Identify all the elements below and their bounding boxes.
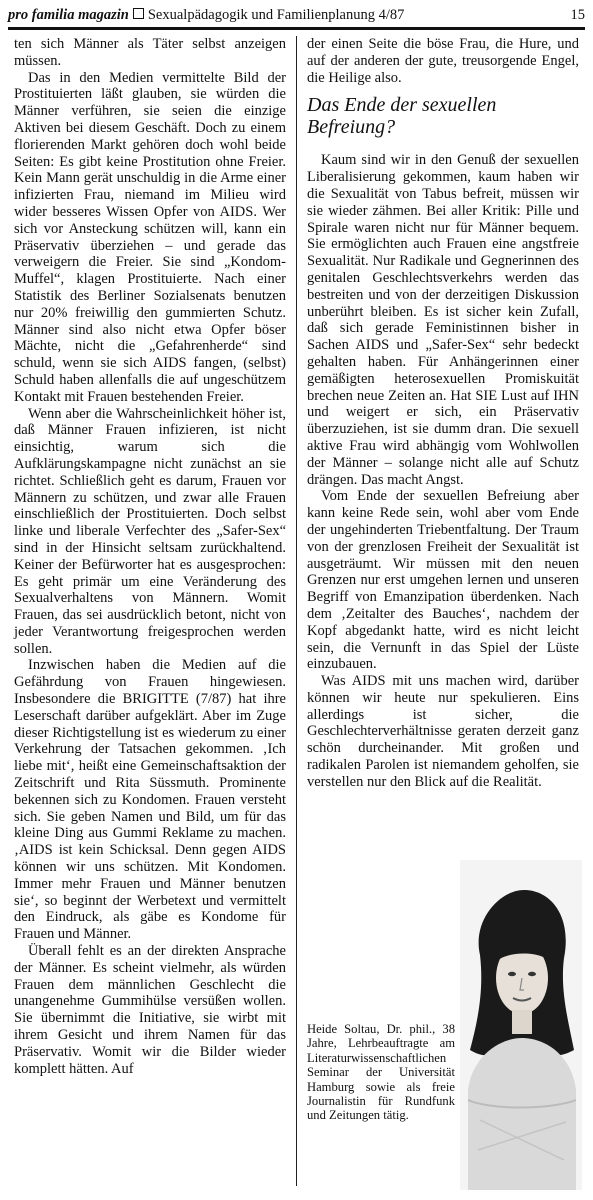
header-left	[8, 6, 404, 24]
column-divider	[296, 36, 297, 1186]
section-heading: Das Ende der sexuellen Befreiung?	[307, 94, 497, 139]
page-number: 15	[570, 7, 585, 23]
header-section: Sexualpädagogik und Familienplanung 4/87	[147, 7, 405, 23]
paragraph: Was AIDS mit uns machen wird, darüber können wir heute nur spekulieren. Eins allerdings ist sicher, die Geschlechterverhältnisse geraten derzeit ganz schön durcheinander. Mit großen und radikalen Parolen ist niemandem geholfen, sie verstellen nur den Blick auf die Realität.	[307, 673, 579, 790]
paragraph: Wenn aber die Wahrscheinlichkeit höher ist, daß Männer Frauen infizieren, ist nicht einsichtig, warum sich die Aufklärungskampagne nicht zunächst an sie richtet. Schließlich geht es darum, Frauen vor Männern zu schützen, und zwar alle Frauen einschließlich der Prostituierten. Doch selbst linke und liberale Verfechter des „Safer-Sex“ sind in der Hinsicht seltsam zurückhaltend. Keiner der Befürworter hat es ausgesprochen: Es geht primär um eine Veränderung des Sexualverhaltens von Männern. Womit Frauen, das sei ausdrücklich betont, nicht von jeder Verantwortung freigesprochen werden sollen.	[14, 405, 286, 657]
paragraph: Überall fehlt es an der direkten Ansprache der Männer. Es scheint vielmehr, als würden Frauen dem männlichen Geschlecht die unangenehme Gummihülse versüßen wollen. Sie übernimmt die Initiative, sie wirbt mit ihrem Gesicht und ihrem Namen für das Präservativ. Womit wir die Bilder wieder komplett hätten. Auf	[14, 943, 286, 1077]
author-photo	[460, 860, 582, 1190]
left-column	[14, 36, 286, 1077]
paragraph: Inzwischen haben die Medien auf die Gefährdung von Frauen hingewiesen. Insbesondere die BRIGITTE (7/87) hat ihre Leserschaft darüber aufgeklärt. Aber im Zuge dieser Richtigstellung ist es wiederum zu einer Verkehrung der Tatsachen gekommen. ‚Ich liebe mit‘, heißt eine Gemeinschaftsaktion der Zeitschrift und Rita Süssmuth. Prominente bekennen sich zu Kondomen. Frauen versteht sich. Sie geben Namen und Bild, um für das kleine Ding aus Gummi Reklame zu machen. ‚AIDS ist kein Schicksal. Denn gegen AIDS können wir uns schützen. Mit Kondomen. Immer mehr Frauen und Männer benutzen sie‘, so beginnt der Werbetext und vermittelt den Eindruck, als gäbe es Kondome für Frauen und Männer.	[14, 657, 286, 943]
paragraph: Vom Ende der sexuellen Befreiung aber kann keine Rede sein, wohl aber vom Ende der ungehinderten Triebentfaltung. Der Traum von der grenzlosen Freiheit der Sexualität ist ausgeträumt. Wir müssen mit den neuen Grenzen nur erst umgehen lernen und unseren Begriff von Emanzipation überdenken. Nach dem ‚Zeitalter des Bauches‘, nachdem der Kopf abgedankt hatte, wird es nicht leicht sein, die Vernunft in das Spiel der Lüste einzubauen.	[307, 488, 579, 673]
paragraph: ten sich Männer als Täter selbst anzeigen müssen.	[14, 36, 286, 69]
right-column	[307, 36, 579, 791]
page-header	[8, 6, 585, 26]
magazine-name: pro familia magazin	[8, 7, 129, 23]
paragraph: Kaum sind wir in den Genuß der sexuellen Liberalisierung gekommen, kaum haben wir die Sexualität von Tabus befreit, müssen wir sie wieder zähmen. Bei aller Kritik: Pille und Spirale waren nicht nur für Männer bequem. Sie ermöglichten auch Frauen eine angstfreie Sexualität. Nur Radikale und Gegnerinnen des genitalen Geschlechtsverkehrs werden das bestreiten und von der derzeitigen Diskussion unberührt bleiben. Es ist sicher kein Zufall, daß sich gerade Feministinnen bisher in Sachen AIDS und „Safer-Sex“ sehr bedeckt gehalten haben. Für Anhängerinnen einer gemäßigten heterosexuellen Promiskuität brechen neue Zeiten an. Hat SIE Lust auf IHN und weigert er sich, ein Präservativ überzuziehen, ist sie dumm dran. Die sexuell aktive Frau wird abhängig vom Wohlwollen der Männer – solange nicht alle auf Schutz drängen. Das macht Angst.	[307, 152, 579, 488]
paragraph: der einen Seite die böse Frau, die Hure, und auf der anderen der gute, treusorgende Engel, die Heilige also.	[307, 36, 579, 86]
square-bullet-icon	[133, 8, 144, 19]
author-portrait-image	[460, 860, 582, 1190]
header-rule	[8, 27, 585, 30]
author-bio: Heide Soltau, Dr. phil., 38 Jahre, Lehrbeauftragte am Literaturwissenschaftlichen Seminar der Universität Hamburg sowie als freie Journalistin für Rundfunk und Zeitungen tätig.	[307, 1022, 455, 1123]
paragraph: Das in den Medien vermittelte Bild der Prostituierten läßt glauben, sie würden die Männer verführen, sie seien die einzige Aktiven bei diesem Geschäft. Doch zu einem florierenden Markt gehören doch wohl beide Seiten: Es gibt keine Prostitution ohne Freier. Kein Mann gerät unschuldig in die Arme einer infizierten Frau, niemand im Milieu wird wider besseres Wissen Opfer von AIDS. Wer sich vor Ansteckung schützen will, kann ein Präservativ überziehen – und gerade das verweigern die Freier. Sie sind „Kondom-Muffel“, klagen Prostituierte. Nach einer Statistik des Berliner Sozialsenats benutzen nur 20% freiwillig den gummierten Schutz. Männer sind also nicht etwa Opfer böser Mächte, nicht die „Gefahrenherde“ sind schuld, wenn sie sich AIDS fangen, (selbst) Schuld haben allenfalls die auf ungeschützem Kontakt mit Frauen bestehenden Freier.	[14, 69, 286, 405]
